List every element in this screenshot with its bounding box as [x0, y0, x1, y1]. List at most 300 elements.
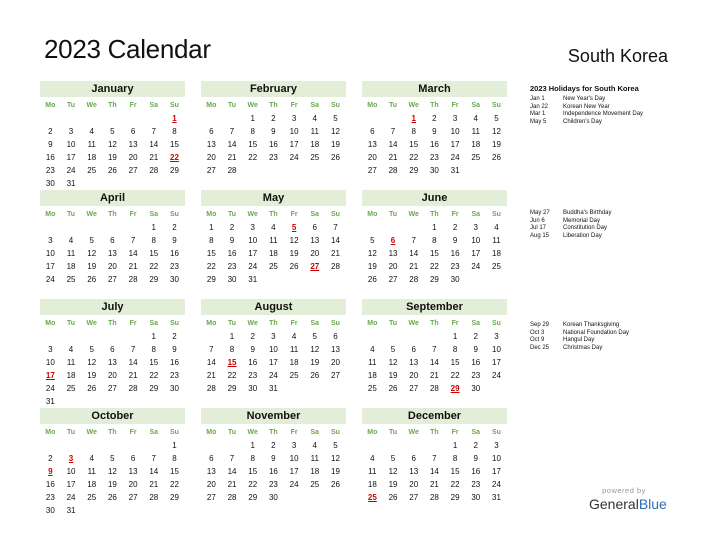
day-cell: 13: [409, 358, 419, 367]
day-cell: 23: [170, 262, 179, 271]
day-cell: 1: [452, 441, 458, 450]
month-title: January: [40, 81, 185, 97]
day-cell: 30: [248, 384, 258, 393]
day-cell: 24: [268, 371, 278, 380]
day-cell: 1: [151, 223, 156, 232]
day-cell: 13: [310, 236, 320, 245]
day-cell: 27: [409, 384, 419, 393]
day-cell: 14: [409, 249, 419, 258]
day-cell: 21: [128, 371, 138, 380]
empty-day: [143, 439, 164, 452]
weekday-label: Su: [330, 429, 340, 436]
weekday-label: Fr: [129, 211, 137, 218]
day-cell: 3: [494, 332, 499, 341]
day-cell: 17: [471, 249, 481, 258]
day-cell: 7: [411, 236, 416, 245]
holiday-group: [530, 322, 705, 352]
weekday-label: Fr: [290, 102, 298, 109]
weekday-label: Th: [269, 211, 278, 218]
day-cell: 20: [367, 153, 377, 162]
day-cell: 23: [450, 262, 460, 271]
day-cell: 1: [151, 332, 156, 341]
day-cell: 24: [492, 480, 501, 489]
brand-name-part2: Blue: [638, 496, 667, 512]
empty-day: [61, 330, 82, 343]
day-cell: 13: [206, 140, 216, 149]
weekday-header: [201, 99, 346, 112]
day-cell: 4: [494, 223, 499, 232]
day-cell: 12: [87, 249, 97, 258]
day-cell: 7: [209, 345, 214, 354]
day-cell: 27: [367, 166, 377, 175]
empty-day: [424, 439, 445, 452]
day-cell: 11: [87, 140, 96, 149]
day-cell: 7: [432, 454, 437, 463]
weekday-label: Tu: [67, 211, 76, 218]
day-cell: 24: [66, 493, 76, 502]
day-cell: 12: [107, 467, 117, 476]
empty-day: [40, 330, 61, 343]
day-cell: 14: [149, 140, 159, 149]
empty-day: [403, 439, 424, 452]
day-cell: 28: [227, 493, 237, 502]
day-cell: 22: [450, 371, 460, 380]
day-cell: 8: [432, 236, 437, 245]
day-cell: 23: [471, 371, 481, 380]
day-cell: 5: [89, 345, 94, 354]
empty-day: [40, 439, 61, 452]
day-cell: 18: [471, 140, 481, 149]
day-cell: 9: [271, 127, 276, 136]
holiday-name: National Foundation Day: [563, 329, 630, 336]
day-cell: 13: [107, 249, 117, 258]
holiday-name: Constitution Day: [563, 225, 608, 232]
day-cell: 12: [289, 236, 299, 245]
day-cell: 24: [45, 275, 55, 284]
weekday-label: Tu: [67, 320, 76, 327]
day-cell: 28: [149, 493, 159, 502]
day-cell: 10: [289, 127, 299, 136]
day-cell: 30: [471, 384, 481, 393]
weekday-label: Sa: [149, 429, 159, 436]
day-cell: 16: [450, 249, 460, 258]
day-cell: 28: [128, 384, 138, 393]
day-cell: 14: [149, 467, 159, 476]
day-cell: 10: [66, 140, 76, 149]
weekday-label: Su: [330, 320, 340, 327]
holiday-name: Memorial Day: [563, 217, 601, 224]
day-cell: 17: [492, 467, 501, 476]
day-cell: 30: [170, 275, 179, 284]
day-cell: 7: [130, 345, 136, 354]
day-cell: 13: [367, 140, 377, 149]
day-cell: 22: [248, 153, 258, 162]
day-cell: 29: [149, 384, 159, 393]
month-title: August: [201, 299, 346, 315]
weekday-label: Mo: [206, 320, 217, 327]
day-cell: 6: [312, 223, 317, 232]
day-cell: 4: [68, 236, 74, 245]
empty-day: [424, 330, 445, 343]
day-cell: 21: [388, 153, 398, 162]
day-cell: 2: [172, 332, 177, 341]
day-cell: 2: [473, 441, 478, 450]
month-february: [201, 81, 346, 177]
brand-name-part1: General: [589, 496, 639, 512]
empty-day: [222, 112, 243, 125]
day-cell: 21: [331, 249, 340, 258]
day-cell: 10: [450, 127, 460, 136]
weekday-header: [40, 426, 185, 439]
day-cell: 6: [333, 332, 338, 341]
month-title: April: [40, 190, 185, 206]
day-cell: 26: [107, 166, 117, 175]
weekday-label: Fr: [129, 429, 137, 436]
weekday-label: Sa: [149, 320, 159, 327]
month-august: [201, 299, 346, 395]
weekday-label: Mo: [45, 211, 56, 218]
day-cell: 3: [473, 223, 478, 232]
day-cell: 19: [492, 140, 501, 149]
day-cell: 23: [227, 262, 237, 271]
day-cell: 26: [331, 480, 340, 489]
weekday-label: We: [86, 320, 97, 327]
day-cell: 13: [409, 467, 419, 476]
day-cell: 11: [368, 467, 377, 476]
day-cell: 17: [248, 249, 258, 258]
day-cell: 11: [289, 345, 299, 354]
day-cell: 9: [172, 345, 177, 354]
day-cell: 29: [450, 493, 460, 502]
day-cell: 8: [151, 236, 156, 245]
weekday-label: Fr: [451, 211, 459, 218]
holiday-name: New Year's Day: [563, 96, 606, 102]
weekday-label: Mo: [206, 429, 217, 436]
day-cell: 2: [432, 114, 437, 123]
day-cell: 15: [149, 358, 159, 367]
day-cell: 25: [367, 384, 377, 393]
day-cell: 30: [471, 493, 481, 502]
day-cell: 23: [268, 153, 278, 162]
day-cell: 2: [271, 114, 276, 123]
day-cell: 31: [268, 384, 278, 393]
day-cell: 11: [310, 127, 319, 136]
weekday-label: Mo: [45, 320, 56, 327]
empty-day: [362, 439, 383, 452]
day-grid: [201, 439, 346, 504]
day-cell: 30: [429, 166, 439, 175]
weekday-label: Tu: [228, 429, 237, 436]
day-cell: 24: [450, 153, 460, 162]
day-cell: 19: [331, 467, 340, 476]
day-cell: 15: [248, 467, 258, 476]
day-cell: 7: [432, 345, 437, 354]
day-cell: 1: [432, 223, 437, 232]
day-cell: 28: [409, 275, 419, 284]
day-cell: 11: [492, 236, 501, 245]
day-cell: 24: [289, 480, 299, 489]
day-cell: 4: [89, 127, 94, 136]
holiday-date: Oct 9: [530, 337, 545, 344]
month-title: March: [362, 81, 507, 97]
day-cell: 4: [473, 114, 478, 123]
day-cell: 17: [289, 467, 299, 476]
weekday-label: We: [408, 320, 419, 327]
weekday-label: Su: [330, 211, 340, 218]
day-cell: 22: [409, 153, 419, 162]
day-cell: 10: [45, 249, 55, 258]
day-cell: 19: [289, 249, 299, 258]
day-cell: 20: [331, 358, 340, 367]
weekday-label: Sa: [310, 320, 320, 327]
day-cell: 6: [110, 345, 115, 354]
empty-day: [143, 112, 164, 125]
day-cell: 10: [248, 236, 258, 245]
day-cell: 6: [130, 454, 136, 463]
day-cell: 18: [310, 467, 320, 476]
weekday-label: Th: [108, 320, 117, 327]
day-cell: 11: [269, 236, 278, 245]
day-cell: 25: [492, 262, 501, 271]
day-cell: 5: [312, 332, 317, 341]
day-cell: 12: [331, 127, 340, 136]
day-cell: 20: [310, 249, 320, 258]
holiday-date: Mar 1: [530, 111, 546, 118]
day-cell: 22: [248, 480, 258, 489]
day-cell: 9: [432, 127, 437, 136]
day-cell: 26: [492, 153, 501, 162]
day-cell: 13: [128, 140, 138, 149]
day-cell: 29: [170, 166, 179, 175]
weekday-label: We: [247, 320, 258, 327]
day-cell: 19: [107, 153, 117, 162]
day-cell: 18: [289, 358, 299, 367]
holiday-group: [530, 210, 705, 240]
day-cell: 5: [390, 345, 396, 354]
weekday-label: Mo: [367, 429, 378, 436]
weekday-label: Mo: [367, 211, 378, 218]
day-cell: 26: [388, 493, 398, 502]
day-cell: 6: [209, 454, 214, 463]
holiday-row: [530, 96, 705, 104]
day-cell: 8: [229, 345, 235, 354]
holiday-row: [530, 104, 705, 112]
day-cell: 13: [206, 467, 216, 476]
day-cell: 6: [110, 236, 115, 245]
holiday-day: 27: [310, 262, 320, 271]
weekday-label: Sa: [149, 102, 159, 109]
day-cell: 16: [429, 140, 439, 149]
holiday-date: Jan 1: [530, 96, 545, 102]
day-cell: 13: [128, 467, 138, 476]
weekday-label: Tu: [67, 429, 76, 436]
weekday-label: Sa: [310, 211, 320, 218]
weekday-header: [201, 426, 346, 439]
holiday-row: [530, 225, 705, 233]
holiday-row: [530, 233, 705, 241]
holiday-date: Jun 6: [530, 217, 545, 224]
weekday-label: Su: [169, 211, 179, 218]
day-cell: 23: [170, 371, 179, 380]
day-cell: 8: [209, 236, 214, 245]
day-cell: 15: [409, 140, 419, 149]
weekday-label: Fr: [129, 102, 137, 109]
day-cell: 4: [312, 114, 317, 123]
day-cell: 2: [271, 441, 276, 450]
day-cell: 8: [250, 454, 255, 463]
day-grid: [201, 221, 346, 286]
month-july: [40, 299, 185, 408]
weekday-label: Th: [108, 102, 117, 109]
day-cell: 1: [229, 332, 235, 341]
day-cell: 15: [450, 358, 460, 367]
weekday-header: [40, 99, 185, 112]
brand-powered-by: powered by: [602, 486, 646, 495]
weekday-label: Th: [430, 429, 439, 436]
holiday-name: Christmas Day: [563, 344, 603, 351]
month-june: [362, 190, 507, 286]
weekday-label: We: [86, 211, 97, 218]
day-cell: 29: [149, 275, 159, 284]
empty-day: [383, 439, 404, 452]
day-cell: 26: [310, 371, 320, 380]
day-cell: 20: [388, 262, 398, 271]
day-cell: 21: [149, 480, 159, 489]
day-cell: 19: [310, 358, 320, 367]
month-title: June: [362, 190, 507, 206]
weekday-header: [40, 208, 185, 221]
empty-day: [123, 221, 144, 234]
day-cell: 31: [248, 275, 258, 284]
day-cell: 22: [227, 371, 237, 380]
day-cell: 7: [130, 236, 136, 245]
weekday-label: Tu: [228, 102, 237, 109]
weekday-label: Tu: [228, 211, 237, 218]
weekday-label: We: [86, 102, 97, 109]
day-cell: 28: [429, 493, 439, 502]
day-cell: 20: [107, 371, 117, 380]
weekday-label: Sa: [471, 320, 481, 327]
day-cell: 29: [170, 493, 179, 502]
day-cell: 24: [289, 153, 299, 162]
day-cell: 19: [107, 480, 117, 489]
weekday-label: Mo: [367, 320, 378, 327]
day-cell: 6: [370, 127, 375, 136]
weekday-label: Tu: [228, 320, 237, 327]
day-cell: 25: [289, 371, 299, 380]
weekday-label: Mo: [206, 211, 217, 218]
day-cell: 30: [268, 493, 278, 502]
weekday-label: We: [408, 102, 419, 109]
weekday-label: Th: [108, 429, 117, 436]
weekday-label: Su: [169, 429, 179, 436]
day-cell: 2: [48, 127, 53, 136]
day-cell: 8: [411, 127, 416, 136]
day-cell: 28: [227, 166, 237, 175]
day-cell: 5: [333, 114, 338, 123]
weekday-label: Th: [430, 320, 439, 327]
weekday-label: Su: [330, 102, 340, 109]
day-cell: 5: [370, 236, 375, 245]
day-cell: 27: [388, 275, 398, 284]
empty-day: [123, 112, 144, 125]
day-cell: 13: [388, 249, 398, 258]
day-cell: 5: [333, 441, 338, 450]
holiday-date: Sep 29: [530, 322, 550, 328]
month-title: February: [201, 81, 346, 97]
weekday-label: We: [408, 211, 419, 218]
day-cell: 3: [494, 441, 499, 450]
day-cell: 18: [66, 262, 76, 271]
brand-name: [589, 496, 667, 512]
day-cell: 29: [409, 166, 419, 175]
day-cell: 28: [331, 262, 340, 271]
day-grid: [362, 439, 507, 504]
day-cell: 18: [87, 153, 97, 162]
day-cell: 9: [271, 454, 276, 463]
day-cell: 18: [310, 140, 320, 149]
day-cell: 5: [390, 454, 396, 463]
day-cell: 29: [206, 275, 216, 284]
day-cell: 30: [450, 275, 460, 284]
holiday-name: Liberation Day: [563, 232, 602, 239]
weekday-header: [40, 317, 185, 330]
month-title: September: [362, 299, 507, 315]
day-cell: 12: [388, 467, 398, 476]
day-cell: 23: [429, 153, 439, 162]
holiday-row: [530, 119, 705, 127]
day-cell: 28: [206, 384, 216, 393]
day-cell: 6: [130, 127, 136, 136]
day-cell: 8: [172, 127, 177, 136]
day-cell: 26: [331, 153, 340, 162]
day-cell: 30: [45, 179, 55, 188]
day-cell: 8: [250, 127, 255, 136]
day-cell: 13: [331, 345, 340, 354]
weekday-label: Th: [108, 211, 117, 218]
holiday-day: 5: [291, 223, 297, 232]
day-cell: 10: [289, 454, 299, 463]
day-cell: 4: [89, 454, 94, 463]
day-cell: 9: [48, 140, 53, 149]
weekday-label: Fr: [451, 429, 459, 436]
day-cell: 9: [473, 454, 478, 463]
empty-day: [81, 112, 102, 125]
day-cell: 25: [268, 262, 278, 271]
day-cell: 22: [170, 480, 179, 489]
day-cell: 27: [128, 166, 138, 175]
weekday-label: Fr: [290, 429, 298, 436]
day-cell: 8: [452, 454, 458, 463]
empty-day: [403, 330, 424, 343]
day-cell: 26: [107, 493, 117, 502]
weekday-label: Mo: [45, 429, 56, 436]
empty-day: [61, 439, 82, 452]
day-cell: 14: [331, 236, 340, 245]
day-cell: 26: [87, 384, 97, 393]
day-cell: 15: [206, 249, 216, 258]
weekday-label: Su: [491, 102, 501, 109]
day-cell: 22: [450, 480, 460, 489]
weekday-label: Th: [430, 102, 439, 109]
empty-day: [61, 221, 82, 234]
day-cell: 26: [388, 384, 398, 393]
weekday-label: We: [86, 429, 97, 436]
day-cell: 27: [206, 493, 216, 502]
holiday-row: [530, 345, 705, 353]
day-cell: 27: [107, 275, 117, 284]
day-cell: 17: [45, 262, 55, 271]
